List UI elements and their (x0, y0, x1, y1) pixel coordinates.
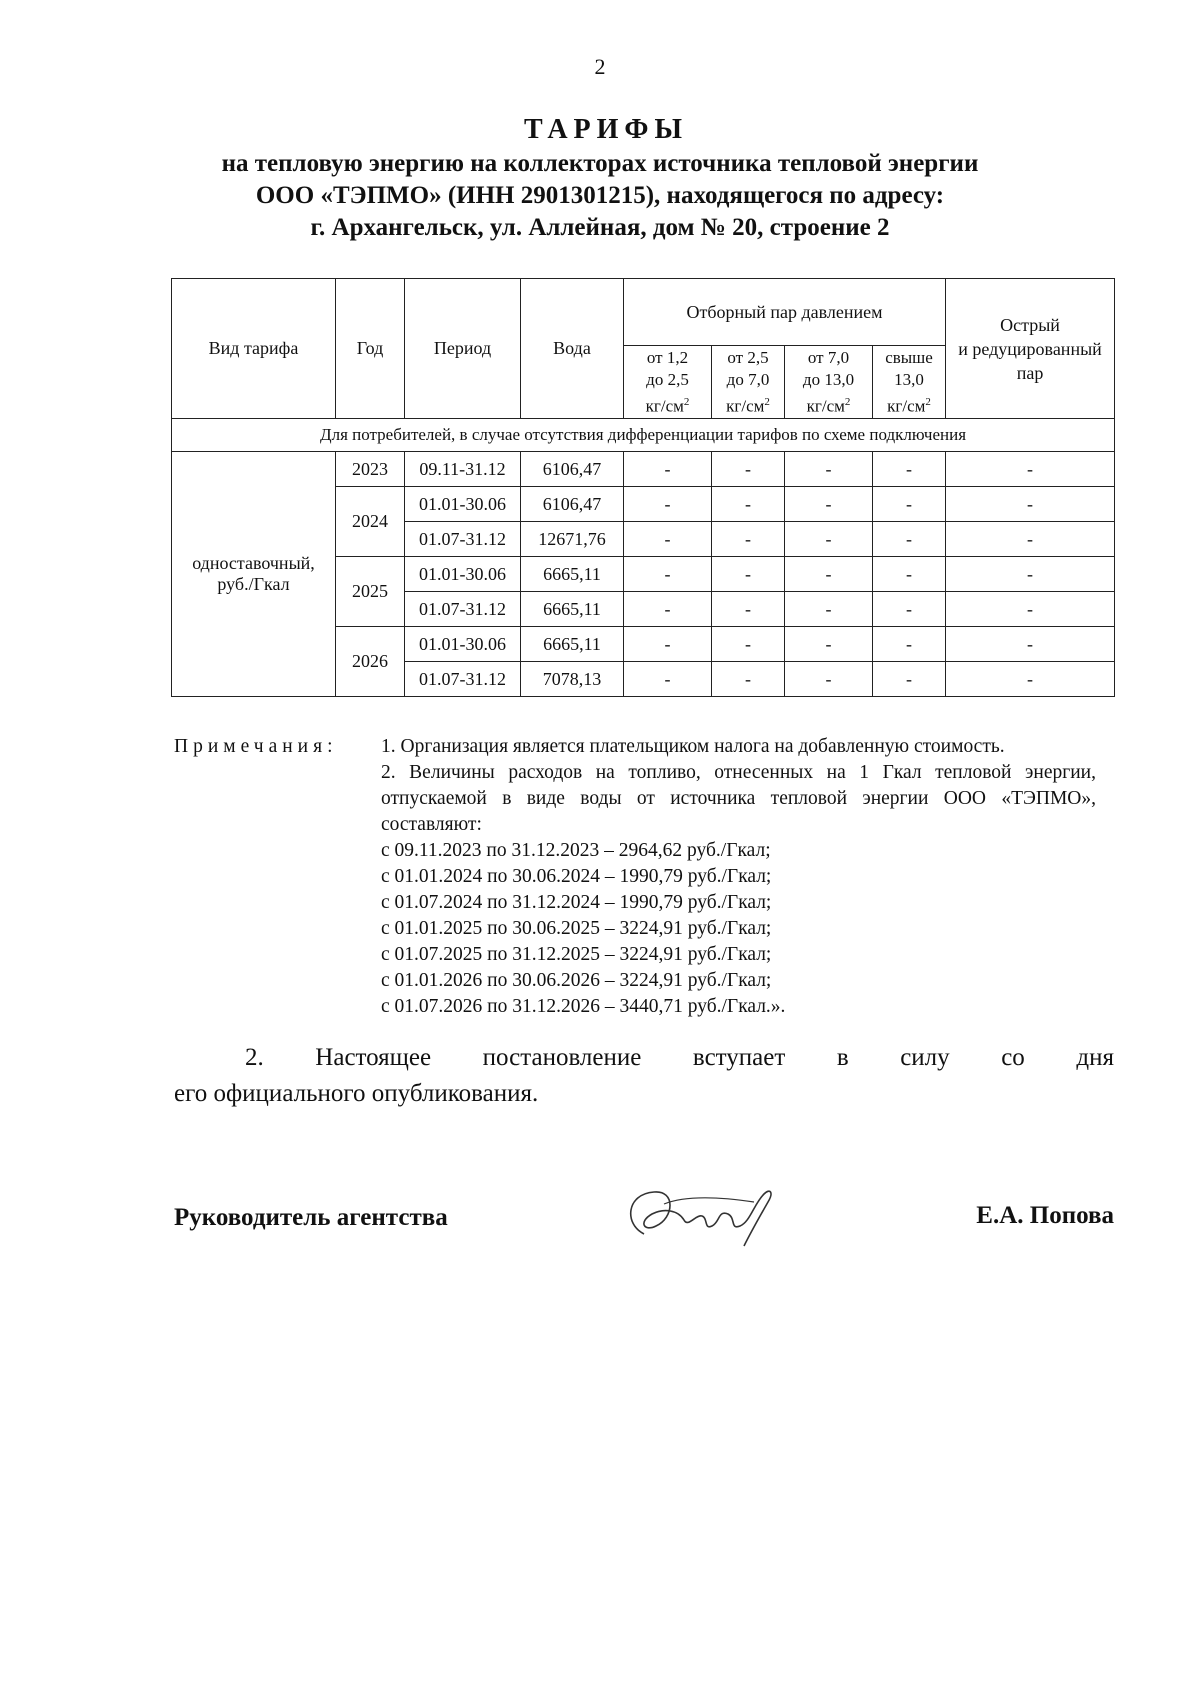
header-sharp-l3: пар (1016, 363, 1044, 383)
clause-2-line-2: его официального опубликования. (174, 1080, 539, 1107)
steam-1-cell: - (624, 522, 712, 557)
year-cell: 2026 (336, 627, 405, 697)
period-cell: 01.01-30.06 (405, 487, 521, 522)
section-note-row (172, 419, 1115, 452)
water-cell: 6665,11 (521, 557, 624, 592)
table-row (172, 452, 1115, 487)
tariff-type-label: одноставочный, (192, 553, 315, 573)
water-cell: 6665,11 (521, 627, 624, 662)
clause-2 (174, 1040, 1114, 1112)
note-item-1: 1. Организация является плательщиком налога на добавленную стоимость. (381, 736, 1005, 757)
water-cell: 6665,11 (521, 592, 624, 627)
document-title (0, 112, 1200, 244)
steam-3-cell: - (785, 592, 873, 627)
fuel-rate-line: с 01.07.2024 по 31.12.2024 – 1990,79 руб./Гкал; (381, 892, 772, 913)
steam-3-cell: - (785, 557, 873, 592)
header-steam-3-to: до 13,0 (802, 369, 855, 389)
header-period: Период (405, 279, 521, 419)
fuel-rate-line: с 01.07.2025 по 31.12.2025 – 3224,91 руб./Гкал; (381, 944, 772, 965)
header-steam-4-sup: 2 (925, 395, 931, 408)
tariff-type-cell (172, 452, 336, 697)
header-steam-3-sup: 2 (844, 395, 851, 408)
steam-4-cell: - (873, 522, 946, 557)
steam-3-cell: - (785, 522, 873, 557)
steam-3-cell: - (785, 627, 873, 662)
clause-word: дня (1076, 1044, 1114, 1071)
header-steam-3 (785, 346, 873, 419)
header-steam-2 (712, 346, 785, 419)
header-tariff-type: Вид тарифа (172, 279, 336, 419)
clause-word: со (1001, 1044, 1025, 1071)
steam-3-cell: - (785, 452, 873, 487)
sharp-steam-cell: - (946, 627, 1115, 662)
steam-4-cell: - (873, 627, 946, 662)
tariff-type-unit: руб./Гкал (217, 574, 290, 594)
steam-1-cell: - (624, 452, 712, 487)
clause-word: в (836, 1044, 849, 1071)
year-cell: 2023 (336, 452, 405, 487)
steam-2-cell: - (712, 592, 785, 627)
handwritten-signature (604, 1174, 804, 1254)
steam-4-cell: - (873, 662, 946, 697)
sharp-steam-cell: - (946, 452, 1115, 487)
period-cell: 01.07-31.12 (405, 662, 521, 697)
clause-word: постановление (482, 1044, 642, 1071)
steam-4-cell: - (873, 592, 946, 627)
steam-2-cell: - (712, 557, 785, 592)
water-cell: 6106,47 (521, 487, 624, 522)
signatory-name: Е.А. Попова (976, 1202, 1114, 1229)
header-steam-2-to: до 7,0 (726, 369, 770, 389)
header-year: Год (336, 279, 405, 419)
steam-3-cell: - (785, 662, 873, 697)
sharp-steam-cell: - (946, 557, 1115, 592)
steam-2-cell: - (712, 522, 785, 557)
fuel-rate-line: с 09.11.2023 по 31.12.2023 – 2964,62 руб./Гкал; (381, 840, 771, 861)
steam-2-cell: - (712, 452, 785, 487)
clause-word: силу (900, 1044, 950, 1071)
title-line-3: г. Архангельск, ул. Аллейная, дом № 20, строение 2 (310, 214, 890, 241)
period-cell: 01.07-31.12 (405, 522, 521, 557)
header-sharp-l2: и редуцированный (958, 339, 1102, 359)
notes-body (381, 734, 1096, 1020)
period-cell: 01.07-31.12 (405, 592, 521, 627)
header-steam-1-to: до 2,5 (646, 369, 689, 389)
year-cell: 2025 (336, 557, 405, 627)
title-line-2: ООО «ТЭПМО» (ИНН 2901301215), находящегося по адресу: (255, 182, 945, 209)
header-steam-3-unit: кг/см (806, 396, 845, 416)
fuel-rate-line: с 01.07.2026 по 31.12.2026 – 3440,71 руб./Гкал.». (381, 996, 786, 1017)
header-steam-1 (624, 346, 712, 419)
header-water: Вода (521, 279, 624, 419)
fuel-rate-line: с 01.01.2024 по 30.06.2024 – 1990,79 руб./Гкал; (381, 866, 772, 887)
sharp-steam-cell: - (946, 522, 1115, 557)
header-sharp-l1: Острый (1000, 315, 1060, 335)
header-sharp-steam (946, 279, 1115, 419)
steam-1-cell: - (624, 487, 712, 522)
header-steam-1-from: от 1,2 (646, 347, 689, 367)
period-cell: 01.01-30.06 (405, 627, 521, 662)
steam-3-cell: - (785, 487, 873, 522)
sharp-steam-cell: - (946, 592, 1115, 627)
section-note: Для потребителей, в случае отсутствия дифференциации тарифов по схеме подключения (172, 419, 1115, 452)
signatory-position: Руководитель агентства (174, 1204, 448, 1231)
steam-1-cell: - (624, 592, 712, 627)
note-item-2: 2. Величины расходов на топливо, отнесенных на 1 Гкал тепловой энергии, отпускаемой в виде воды от источника тепловой энергии ООО «ТЭПМО», составляют: (381, 762, 1096, 835)
clause-word: 2. (245, 1044, 264, 1071)
header-steam-2-from: от 2,5 (727, 347, 769, 367)
header-steam-4-unit: кг/см (887, 396, 926, 416)
title-main: ТАРИФЫ (524, 114, 688, 145)
steam-1-cell: - (624, 557, 712, 592)
header-steam-4-from: свыше (885, 347, 933, 367)
steam-2-cell: - (712, 662, 785, 697)
page-number: 2 (594, 54, 606, 79)
water-cell: 7078,13 (521, 662, 624, 697)
header-steam-1-sup: 2 (683, 395, 690, 408)
header-steam-group: Отборный пар давлением (624, 279, 946, 346)
clause-2-line-1 (174, 1040, 1114, 1076)
sharp-steam-cell: - (946, 487, 1115, 522)
period-cell: 09.11-31.12 (405, 452, 521, 487)
year-cell: 2024 (336, 487, 405, 557)
clause-word: вступает (692, 1044, 786, 1071)
steam-4-cell: - (873, 487, 946, 522)
steam-4-cell: - (873, 557, 946, 592)
steam-4-cell: - (873, 452, 946, 487)
header-steam-1-unit: кг/см (645, 396, 684, 416)
steam-2-cell: - (712, 627, 785, 662)
steam-2-cell: - (712, 487, 785, 522)
header-steam-2-sup: 2 (764, 395, 770, 408)
header-steam-4-to: 13,0 (894, 369, 924, 389)
tariff-table (171, 278, 1115, 697)
fuel-rate-line: с 01.01.2026 по 30.06.2026 – 3224,91 руб./Гкал; (381, 970, 772, 991)
notes-label: Примечания: (174, 736, 338, 757)
water-cell: 6106,47 (521, 452, 624, 487)
header-steam-4 (873, 346, 946, 419)
fuel-rate-line: с 01.01.2025 по 30.06.2025 – 3224,91 руб./Гкал; (381, 918, 772, 939)
sharp-steam-cell: - (946, 662, 1115, 697)
header-steam-3-from: от 7,0 (807, 347, 850, 367)
header-steam-2-unit: кг/см (726, 396, 765, 416)
title-line-1: на тепловую энергию на коллекторах источника тепловой энергии (221, 150, 979, 177)
clause-word: Настоящее (315, 1044, 432, 1071)
water-cell: 12671,76 (521, 522, 624, 557)
table-header-row (172, 279, 1115, 346)
steam-1-cell: - (624, 627, 712, 662)
period-cell: 01.01-30.06 (405, 557, 521, 592)
steam-1-cell: - (624, 662, 712, 697)
